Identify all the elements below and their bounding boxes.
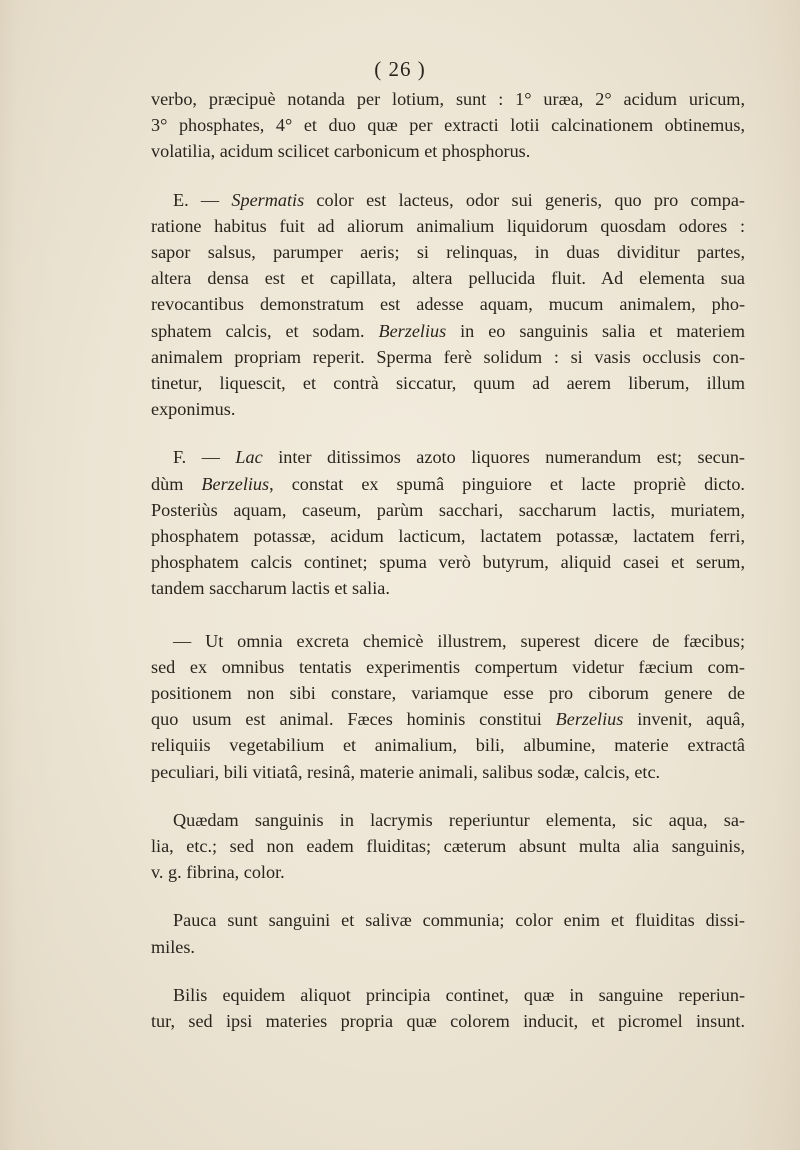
text-line: — Ut omnia excreta chemicè illustrem, superest dicere de fæcibus; (173, 630, 745, 651)
italic-term: Berzelius (201, 473, 270, 494)
text-line: verbo, præcipuè notanda per lotium, sunt : 1° uræa, 2° acidum uricum, (151, 89, 745, 109)
text-line: phosphatem potassæ, acidum lacticum, lactatem potassæ, lactatem ferri, (151, 526, 745, 547)
line-text: inter ditissimos azoto liquores numerandum est; secun- (262, 447, 745, 468)
text-line: tandem saccharum lactis et salia. (151, 578, 390, 599)
section-label: F. — (173, 447, 236, 468)
paragraph-lacrymae (151, 807, 745, 886)
page-number: ( 26 ) (374, 57, 426, 81)
line-text: dùm (151, 473, 202, 494)
text-line: miles. (151, 936, 195, 957)
text-line: altera densa est et capillata, altera pellucida fluit. Ad elementa sua (151, 268, 745, 289)
italic-term: Lac (235, 447, 263, 468)
text-line: phosphatem calcis continet; spuma verò butyrum, aliquid casei et serum, (151, 552, 745, 573)
text-line: revocantibus demonstratum est adesse aquam, mucum animalem, pho- (151, 294, 745, 315)
text-line (151, 471, 745, 497)
italic-term: Spermatis (231, 189, 305, 210)
text-line: tur, sed ipsi materies propria quæ colorem inducit, et picromel insunt. (151, 1011, 745, 1032)
text-line: animalem propriam reperit. Sperma ferè solidum : si vasis occlusis con- (151, 346, 745, 367)
text-line (151, 187, 745, 213)
paragraph-spermatis (151, 187, 745, 423)
text-line: Bilis equidem aliquot principia continet, quæ in sanguine reperiun- (173, 984, 745, 1005)
text-line (151, 444, 745, 470)
paragraph-lac (151, 444, 745, 601)
text-line: volatilia, acidum scilicet carbonicum et phosphorus. (151, 141, 531, 162)
text-line (151, 318, 745, 344)
italic-term: Berzelius (378, 320, 447, 341)
page-text (151, 86, 745, 1034)
line-text: sphatem calcis, et sodam. (151, 320, 379, 341)
text-line: positionem non sibi constare, variamque esse pro ciborum genere de (151, 683, 745, 704)
text-line: Pauca sunt sanguini et salivæ communia; color enim et fluiditas dissi- (173, 910, 745, 931)
text-line (151, 706, 745, 732)
section-label: E. — (173, 189, 232, 210)
text-line: Posteriùs aquam, caseum, parùm sacchari, saccharum lactis, muriatem, (151, 499, 745, 520)
paragraph-urine-components (151, 86, 745, 165)
text-line: sed ex omnibus tentatis experimentis compertum videtur fæcium com- (151, 656, 745, 677)
text-line: reliquiis vegetabilium et animalium, bili, albumine, materie extractâ (151, 735, 745, 756)
text-line: exponimus. (151, 399, 236, 420)
line-text: color est lacteus, odor sui generis, quo pro compa- (304, 189, 745, 210)
line-text: invenit, aquâ, (623, 709, 745, 730)
paragraph-bilis (151, 982, 745, 1034)
paragraph-saliva (151, 907, 745, 959)
line-text: , constat ex spumâ pinguiore et lacte propriè dicto. (269, 473, 745, 494)
text-line: tinetur, liquescit, et contrà siccatur, quum ad aerem liberum, illum (151, 373, 745, 394)
text-line: v. g. fibrina, color. (151, 862, 285, 883)
text-line: peculiari, bili vitiatâ, resinâ, materie animali, salibus sodæ, calcis, etc. (151, 761, 661, 782)
text-line: Quædam sanguinis in lacrymis reperiuntur elementa, sic aqua, sa- (173, 809, 745, 830)
text-line: sapor salsus, parumper aeris; si relinquas, in duas dividitur partes, (151, 242, 745, 263)
text-line: 3° phosphates, 4° et duo quæ per extracti lotii calcinationem obtinemus, (151, 115, 745, 136)
text-line: ratione habitus fuit ad aliorum animalium liquidorum quosdam odores : (151, 215, 745, 236)
italic-term: Berzelius (555, 709, 624, 730)
line-text: in eo sanguinis salia et materiem (446, 320, 745, 341)
paragraph-faeces (151, 628, 745, 785)
line-text: quo usum est animal. Fæces hominis constitui (151, 709, 556, 730)
text-line: lia, etc.; sed non eadem fluiditas; cæterum absunt multa alia sanguinis, (151, 836, 745, 857)
